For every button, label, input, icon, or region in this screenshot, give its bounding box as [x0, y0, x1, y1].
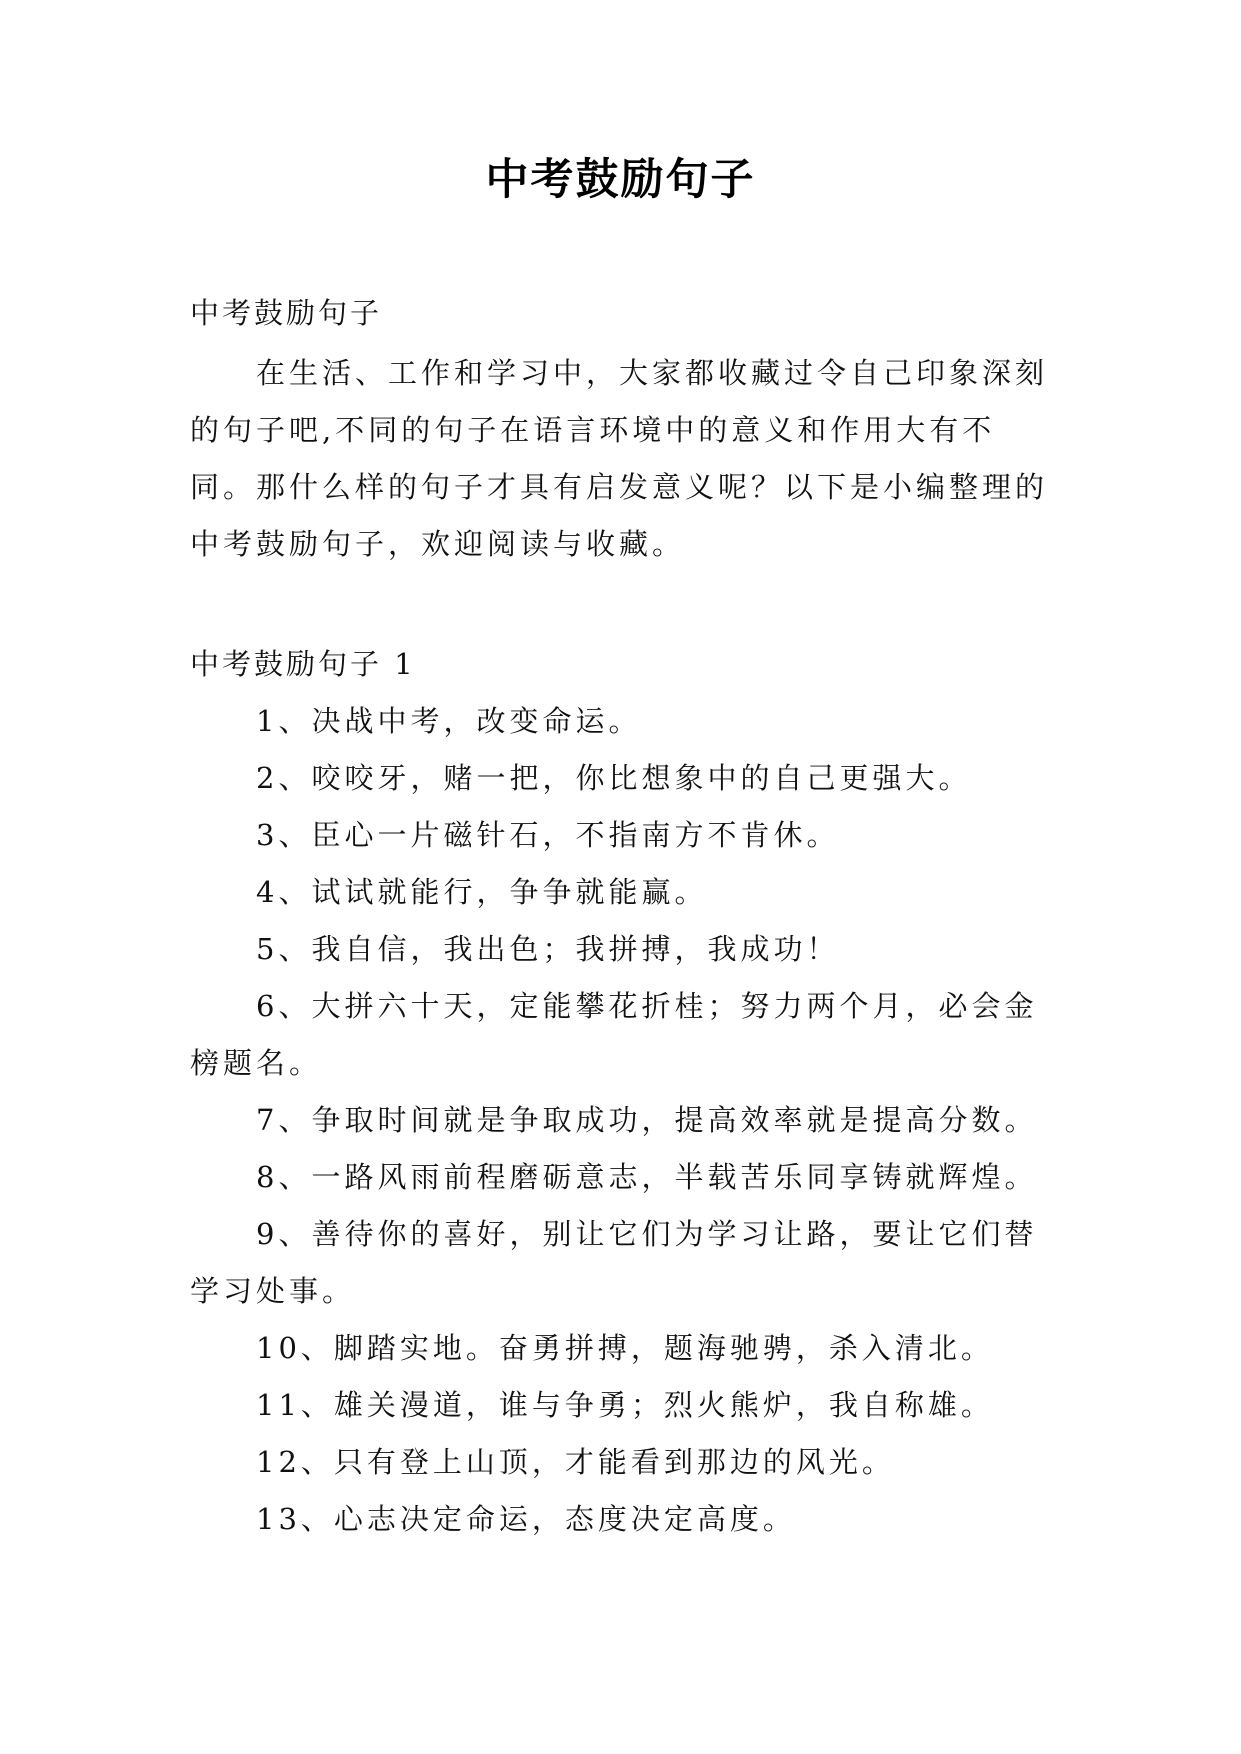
- section-heading: 中考鼓励句子 1: [190, 647, 416, 681]
- list-item: 6、大拼六十天，定能攀花折桂；努力两个月，必会金榜题名。: [190, 989, 1038, 1080]
- list-item: 5、我自信，我出色；我拼搏，我成功！: [256, 932, 840, 966]
- list-item: 2、咬咬牙，赌一把，你比想象中的自己更强大。: [256, 761, 972, 795]
- list-item: 12、只有登上山顶，才能看到那边的风光。: [256, 1445, 895, 1479]
- intro-paragraph: 在生活、工作和学习中，大家都收藏过令自己印象深刻的句子吧,不同的句子在语言环境中的意义和作用大有不同。那什么样的句子才具有启发意义呢？以下是小编整理的中考鼓励句子，欢迎阅读与收藏。: [190, 356, 1049, 561]
- list-item: 13、心志决定命运，态度决定高度。: [256, 1502, 796, 1536]
- document-title: 中考鼓励句子: [485, 155, 756, 205]
- list-item: 3、臣心一片磁针石，不指南方不肯休。: [256, 818, 840, 852]
- list-item: 9、善待你的喜好，别让它们为学习让路，要让它们替学习处事。: [190, 1217, 1038, 1308]
- sentence-list: [190, 693, 1056, 1548]
- list-item: 1、决战中考，改变命运。: [256, 704, 642, 738]
- document-subtitle: 中考鼓励句子: [190, 296, 383, 330]
- list-item: 10、脚踏实地。奋勇拼搏，题海驰骋，杀入清北。: [256, 1331, 994, 1365]
- list-item: 7、争取时间就是争取成功，提高效率就是提高分数。: [256, 1103, 1038, 1137]
- list-item: 8、一路风雨前程磨砺意志，半载苦乐同享铸就辉煌。: [256, 1160, 1038, 1194]
- list-item: 4、试试就能行，争争就能赢。: [256, 875, 708, 909]
- list-item: 11、雄关漫道，谁与争勇；烈火熊炉，我自称雄。: [256, 1388, 994, 1422]
